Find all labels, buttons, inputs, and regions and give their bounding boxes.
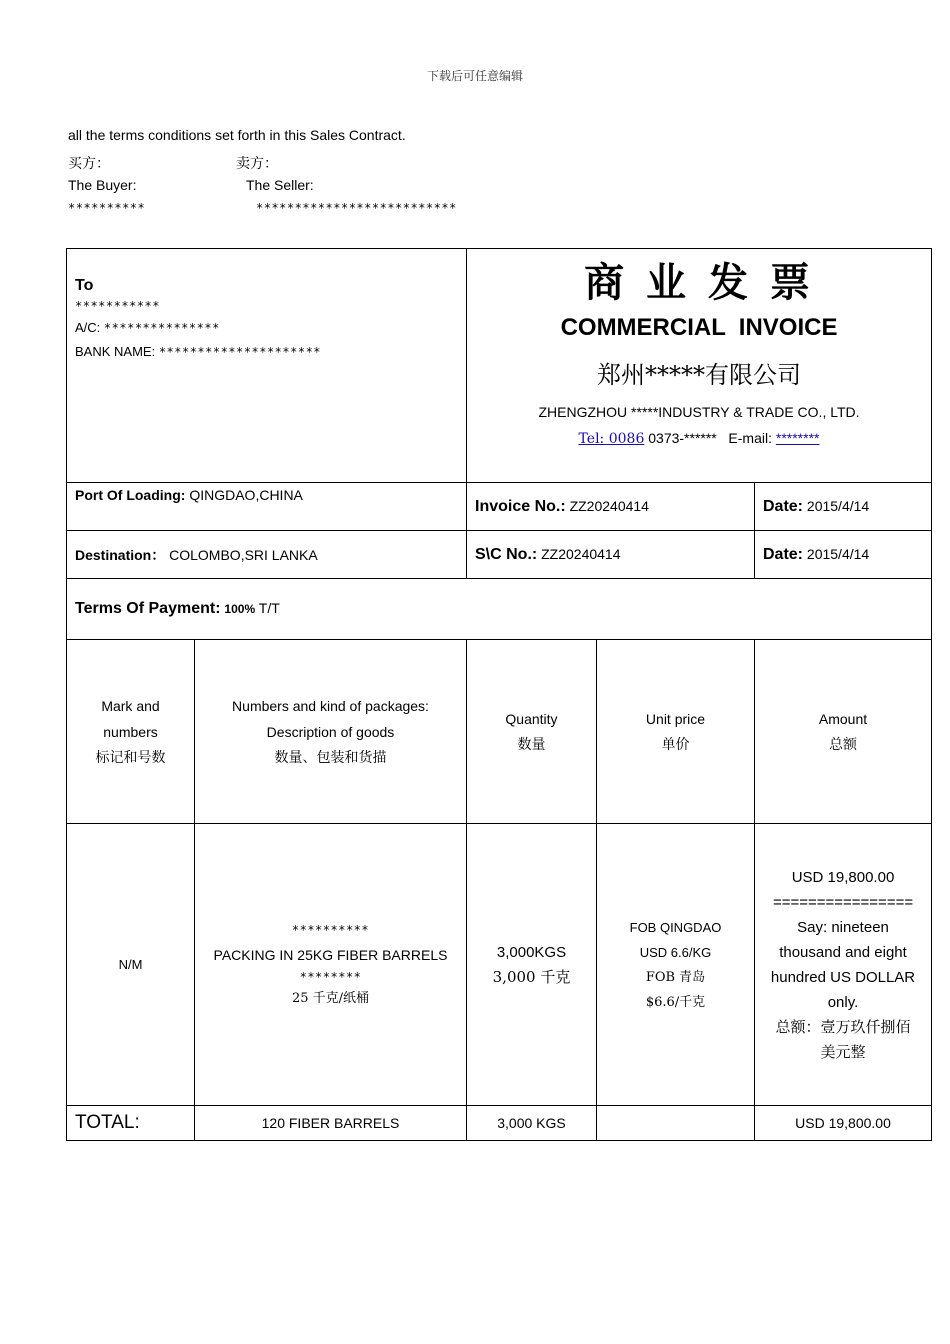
sc-date-value: 2015/4/14 [806,545,870,562]
item-mark: N/M [118,957,143,972]
account-label: A/C: [75,320,101,335]
mark-header-cn: 标记和号数 [95,749,166,766]
qty-header-cn: 数量 [517,736,546,753]
payment-terms-cell [67,579,932,640]
tel-number: 0373-****** [648,430,717,446]
sc-date-label: Date: [763,545,804,563]
payment-terms-label: Terms Of Payment: [75,600,221,617]
bank-name-label: BANK NAME: [75,344,156,359]
total-quantity-cell [467,1106,597,1141]
to-label: To [75,277,94,294]
item-amount-value: USD 19,800.00 [791,868,895,886]
buyer-name: ********** [68,201,146,215]
col-header-unit-price [597,640,755,824]
col-header-amount [755,640,932,824]
seller-name: ************************** [256,201,457,215]
destination-value: COLOMBO,SRI LANKA [169,546,318,563]
item-price-line-4: $6.6/千克 [645,994,706,1010]
port-of-loading-cell [67,483,467,531]
desc-header-en-1: Numbers and kind of packages: [232,697,429,714]
item-amount-words-4: only. [827,993,859,1011]
item-amount-words-1: Say: nineteen [797,918,889,936]
col-header-description [195,640,467,824]
sc-number-label: S\C No.: [475,545,538,563]
download-note: 下载后可任意编辑 [426,69,523,83]
total-quantity: 3,000 KGS [497,1115,566,1131]
item-price-line-3: FOB 青岛 [645,969,706,985]
commercial-invoice-table [66,248,932,1141]
company-name-en: ZHENGZHOU *****INDUSTRY & TRADE CO., LTD. [538,404,860,420]
invoice-number-value: ZZ20240414 [569,497,649,514]
item-desc-line-2: PACKING IN 25KG FIBER BARRELS [213,947,448,963]
item-desc-line-4: 25 千克/纸桶 [291,991,370,1006]
recipient-block [67,249,467,483]
total-row [67,1106,932,1141]
company-name-cn: 郑州*****有限公司 [597,361,802,389]
bank-line [75,341,458,363]
price-header-cn: 单价 [661,736,690,753]
invoice-number-cell [467,483,755,531]
total-amount: USD 19,800.00 [795,1115,891,1131]
col-header-quantity [467,640,597,824]
sc-date-cell [755,531,932,579]
destination-cell [67,531,467,579]
recipient-name: *********** [75,299,160,313]
item-qty-en: 3,000KGS [496,943,567,961]
col-header-mark [67,640,195,824]
total-price-cell [597,1106,755,1141]
email-label: E-mail: [728,430,772,446]
bank-name-value: ********************* [158,345,322,359]
total-label-cell [67,1106,195,1141]
invoice-number-label: Invoice No.: [475,497,566,515]
port-label: Port Of Loading: [75,487,186,503]
desc-header-cn: 数量、包装和货描 [274,749,387,766]
desc-header-en-2: Description of goods [266,723,395,740]
item-unit-price-cell [597,824,755,1106]
total-packages-cell [195,1106,467,1141]
payment-method: T/T [258,600,280,616]
total-packages: 120 FIBER BARRELS [261,1115,400,1131]
item-amount-words-2: thousand and eight [779,943,907,961]
invoice-date-value: 2015/4/14 [806,497,870,514]
contact-line [467,425,931,452]
table-row [67,824,932,1106]
contract-terms-line: all the terms conditions set forth in this Sales Contract. [68,127,406,143]
item-amount-rule: ================ [772,893,914,911]
item-amount-cn-2: 美元整 [820,1042,866,1061]
total-amount-cell [755,1106,932,1141]
item-qty-cn: 3,000 千克 [492,967,571,986]
amount-header-cn: 总额 [829,736,858,753]
item-desc-line-1: ********** [291,923,370,937]
item-amount-cn-1: 总额：壹万玖仟捌佰 [775,1017,911,1036]
invoice-date-cell [755,483,932,531]
email-link[interactable]: ******** [775,430,820,446]
item-amount-words-3: hundred US DOLLAR [770,968,916,986]
item-description-cell [195,824,467,1106]
seller-label-cn: 卖方： [236,156,278,172]
invoice-date-label: Date: [763,497,804,515]
total-label: TOTAL: [75,1112,140,1133]
item-desc-line-3: ******** [299,970,362,984]
mark-header-en-1: Mark and [101,697,160,714]
mark-header-en-2: numbers [103,723,158,740]
invoice-title-en: COMMERCIAL INVOICE [560,314,838,341]
buyer-label-cn: 买方： [68,156,110,172]
tel-link[interactable]: Tel: 0086 [578,431,645,447]
invoice-header-block [467,249,932,483]
account-line [75,315,458,341]
invoice-title-cn: 商 业 发 票 [584,259,814,306]
seller-label-en: The Seller: [246,177,314,193]
amount-header-en: Amount [818,710,868,727]
sc-number-value: ZZ20240414 [541,545,621,562]
buyer-label-en: The Buyer: [68,177,137,193]
item-mark-cell [67,824,195,1106]
payment-percent: 100% [224,602,256,616]
account-value: *************** [103,321,220,335]
item-price-line-1: FOB QINGDAO [629,919,722,935]
sc-number-cell [467,531,755,579]
item-amount-cell [755,824,932,1106]
item-quantity-cell [467,824,597,1106]
item-price-line-2: USD 6.6/KG [639,944,712,960]
price-header-en: Unit price [645,710,706,727]
qty-header-en: Quantity [505,710,558,727]
port-value: QINGDAO,CHINA [189,487,303,503]
destination-label: Destination： [75,546,166,563]
